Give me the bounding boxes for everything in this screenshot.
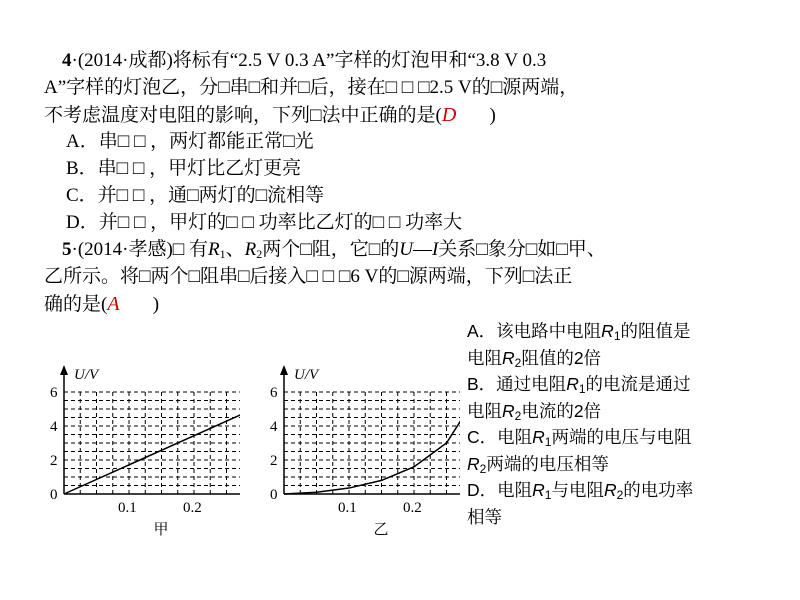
q5-option-b-line-2 xyxy=(467,398,787,425)
q5-opt-c-r: R xyxy=(532,427,545,447)
q5-text-3: 确的是( xyxy=(44,294,108,315)
q5-option-c-line-1 xyxy=(467,424,787,451)
q5-line-3 xyxy=(44,291,159,317)
q5-options xyxy=(467,318,787,530)
q5-opt-a-text-4: 阻值的2倍 xyxy=(521,347,602,368)
q5-opt-c-text-3: 两端的电压相等 xyxy=(486,453,609,474)
x-tick-label: 0.1 xyxy=(338,500,357,516)
q5-opt-b-r2: R xyxy=(502,400,515,421)
q5-r1: R xyxy=(208,239,220,260)
y-axis-label: U/V xyxy=(74,367,99,383)
x-tick-label: 0.2 xyxy=(403,500,422,516)
y-axis-arrow-icon xyxy=(280,365,288,375)
q4-answer-mark: D xyxy=(441,104,457,126)
q5-opt-a-sub: 1 xyxy=(613,329,621,343)
q5-text-1c: 两个□阻，它□的 xyxy=(262,239,400,260)
q5-opt-b-sub2: 2 xyxy=(514,408,522,423)
x-tick-label: 0.1 xyxy=(118,500,137,516)
q5-opt-b-text-3: 电阻 xyxy=(467,400,502,421)
q5-opt-d-text-3: 的电功率 xyxy=(623,480,694,500)
x-tick-label: 0.2 xyxy=(183,500,202,516)
q5-text-1b: 、 xyxy=(225,239,245,260)
y-tick-label: 6 xyxy=(50,385,58,401)
y-axis-label: U/V xyxy=(294,367,319,383)
q4-line-1 xyxy=(62,48,546,74)
q5-line-1 xyxy=(62,237,606,263)
q5-number: 5 xyxy=(62,239,72,260)
q4-line-2: A”字样的灯泡乙，分□串□和并□后，接在□ □ □2.5 V的□源两端， xyxy=(44,77,579,98)
y-tick-label: 4 xyxy=(270,419,278,435)
q5-opt-d-sub: 1 xyxy=(544,488,552,502)
q5-opt-a-r: R xyxy=(601,321,614,341)
q5-opt-a-r2: R xyxy=(502,347,515,368)
y-tick-label: 4 xyxy=(50,419,58,435)
q4-line-3 xyxy=(44,102,496,128)
q5-opt-a-text-3: 电阻 xyxy=(467,347,502,368)
q5-option-a-line-1 xyxy=(467,318,787,345)
q5-opt-b-text-4: 电流的2倍 xyxy=(521,400,602,421)
q5-opt-b-r: R xyxy=(566,374,579,394)
y-axis-arrow-icon xyxy=(60,365,68,375)
q5-opt-c-sub2: 2 xyxy=(479,461,487,476)
y-tick-label: 2 xyxy=(270,453,278,469)
y-tick-label: 0 xyxy=(50,487,58,503)
q4-text-3: 不考虑温度对电阻的影响，下列□法中正确的是( xyxy=(44,105,442,126)
chart-title: 乙 xyxy=(373,522,389,538)
q5-r2: R xyxy=(244,239,257,260)
q5-dash: — xyxy=(412,239,432,260)
q5-text-1d: 关系□象分□如□甲、 xyxy=(438,239,606,260)
chart-jia xyxy=(40,352,240,542)
q5-opt-c-text-2: 两端的电压与电阻 xyxy=(551,427,692,447)
q5-option-a-line-2 xyxy=(467,345,787,372)
q5-opt-c-sub: 1 xyxy=(544,435,552,449)
q5-opt-d-r: R xyxy=(532,480,545,500)
q5-u: U xyxy=(399,239,413,260)
q5-option-c-line-2 xyxy=(467,451,787,478)
q5-opt-c-text: C．电阻 xyxy=(467,427,533,447)
q4-option-c: C．并□ □ ，通□两灯的□流相等 xyxy=(66,185,325,206)
q5-opt-a-text: A．该电路中电阻 xyxy=(467,321,602,341)
q4-number: 4 xyxy=(62,50,72,71)
chart-yi xyxy=(260,352,460,542)
q5-r1-sub: 1 xyxy=(219,247,226,261)
q5-opt-b-sub: 1 xyxy=(578,382,586,396)
q5-option-d-line-2: 相等 xyxy=(467,506,502,527)
q4-option-a: A．串□ □ ，两灯都能正常□光 xyxy=(66,131,314,152)
q5-opt-b-text: B．通过电阻 xyxy=(467,374,567,394)
q5-opt-d-sub2: 2 xyxy=(616,488,624,502)
q5-r2-sub: 2 xyxy=(256,247,263,261)
q5-i: I xyxy=(431,239,439,260)
q5-opt-c-r2: R xyxy=(467,453,480,474)
y-tick-label: 0 xyxy=(270,487,278,503)
chart-title: 甲 xyxy=(153,522,169,538)
q5-opt-d-text-2: 与电阻 xyxy=(551,480,604,500)
q4-option-d: D．并□ □ ，甲灯的□ □ 功率比乙灯的□ □ 功率大 xyxy=(66,212,463,233)
y-tick-label: 6 xyxy=(270,385,278,401)
q5-opt-a-text-2: 的阻值是 xyxy=(620,321,691,341)
q5-option-d-line-1 xyxy=(467,477,787,504)
q5-option-b-line-1 xyxy=(467,371,787,398)
q5-opt-d-text: D．电阻 xyxy=(467,480,533,500)
y-tick-label: 2 xyxy=(50,453,58,469)
q5-line-2: 乙所示。将□两个□阻串□后接入□ □ □6 V的□源两端，下列□法正 xyxy=(44,266,573,287)
q4-option-b: B．串□ □ ，甲灯比乙灯更亮 xyxy=(66,158,302,179)
q5-opt-b-text-2: 的电流是通过 xyxy=(585,374,691,394)
q5-opt-a-sub2: 2 xyxy=(514,355,522,370)
q5-answer-mark: A xyxy=(107,293,120,315)
q5-paren-close: ) xyxy=(119,294,160,315)
q5-text-1a: ·(2014·孝感)□ 有 xyxy=(71,239,209,260)
q4-paren-close: ) xyxy=(456,105,496,126)
q5-opt-d-r2: R xyxy=(603,480,617,500)
q4-text-1: ·(2014·成都)将标有“2.5 V 0.3 A”字样的灯泡甲和“3.8 V 0.3 xyxy=(71,50,547,71)
